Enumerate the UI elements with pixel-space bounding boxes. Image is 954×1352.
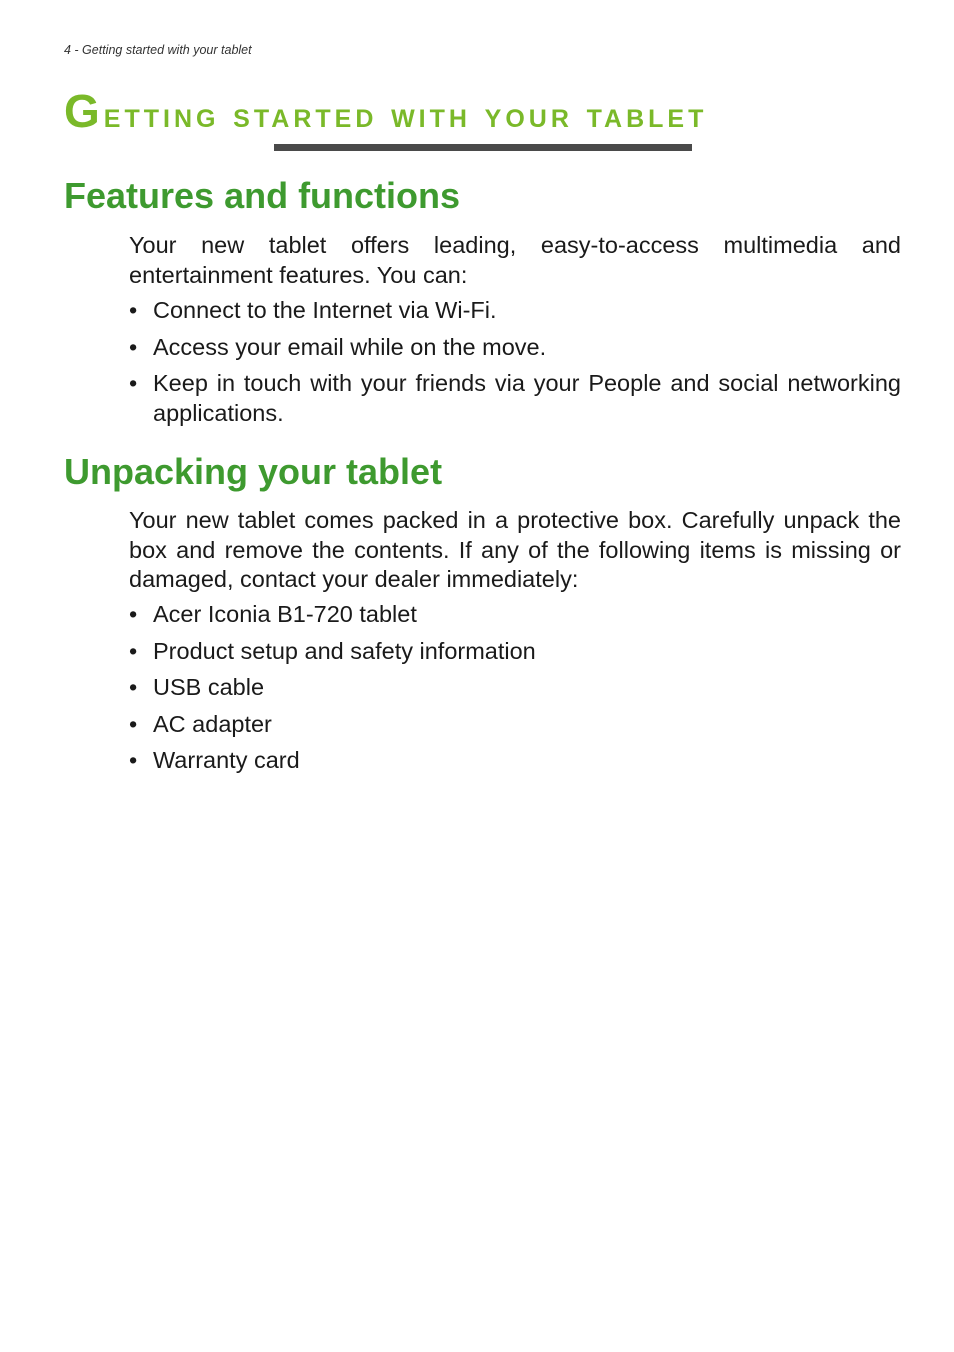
list-item (129, 333, 901, 363)
unpacking-intro-paragraph: Your new tablet comes packed in a protective box. Carefully unpack the box and remove the contents. If any of the following items is missing or damaged, contact your dealer immediately: (129, 507, 901, 592)
list-item (129, 637, 901, 667)
list-item (129, 710, 901, 740)
features-list (129, 296, 901, 428)
chapter-title-initial: G (64, 85, 104, 137)
bullet-icon: • (129, 674, 138, 700)
bullet-icon: • (129, 710, 138, 737)
chapter-title (64, 80, 707, 147)
bullet-icon: • (129, 297, 138, 323)
package-contents-list (129, 600, 901, 776)
chapter-title-rule (274, 144, 692, 151)
section-heading-unpacking: Unpacking your tablet (64, 451, 443, 492)
bullet-icon: • (129, 370, 138, 396)
features-intro-paragraph: Your new tablet offers leading, easy-to-access multimedia and entertainment features. You can: (129, 232, 901, 288)
bullet-icon: • (129, 747, 138, 773)
bullet-icon: • (129, 637, 138, 664)
list-item-text: Warranty card (153, 747, 300, 773)
list-item-text: Acer Iconia B1-720 tablet (153, 601, 417, 627)
list-item-text: Access your email while on the move. (153, 333, 547, 360)
list-item-text: AC adapter (153, 710, 272, 737)
list-item-text: Connect to the Internet via Wi-Fi. (153, 297, 497, 323)
list-item (129, 600, 901, 630)
list-item (129, 673, 901, 703)
list-item (129, 369, 901, 428)
section-heading-features: Features and functions (64, 175, 461, 216)
list-item-text: Product setup and safety information (153, 637, 536, 664)
bullet-icon: • (129, 333, 138, 360)
chapter-title-rest: etting started with your tablet (103, 96, 708, 135)
list-item-text: Keep in touch with your friends via your People and social networking applications. (153, 370, 901, 426)
bullet-icon: • (129, 601, 138, 627)
list-item (129, 746, 901, 776)
running-header: 4 - Getting started with your tablet (64, 43, 252, 57)
list-item-text: USB cable (153, 674, 265, 700)
list-item (129, 296, 901, 326)
